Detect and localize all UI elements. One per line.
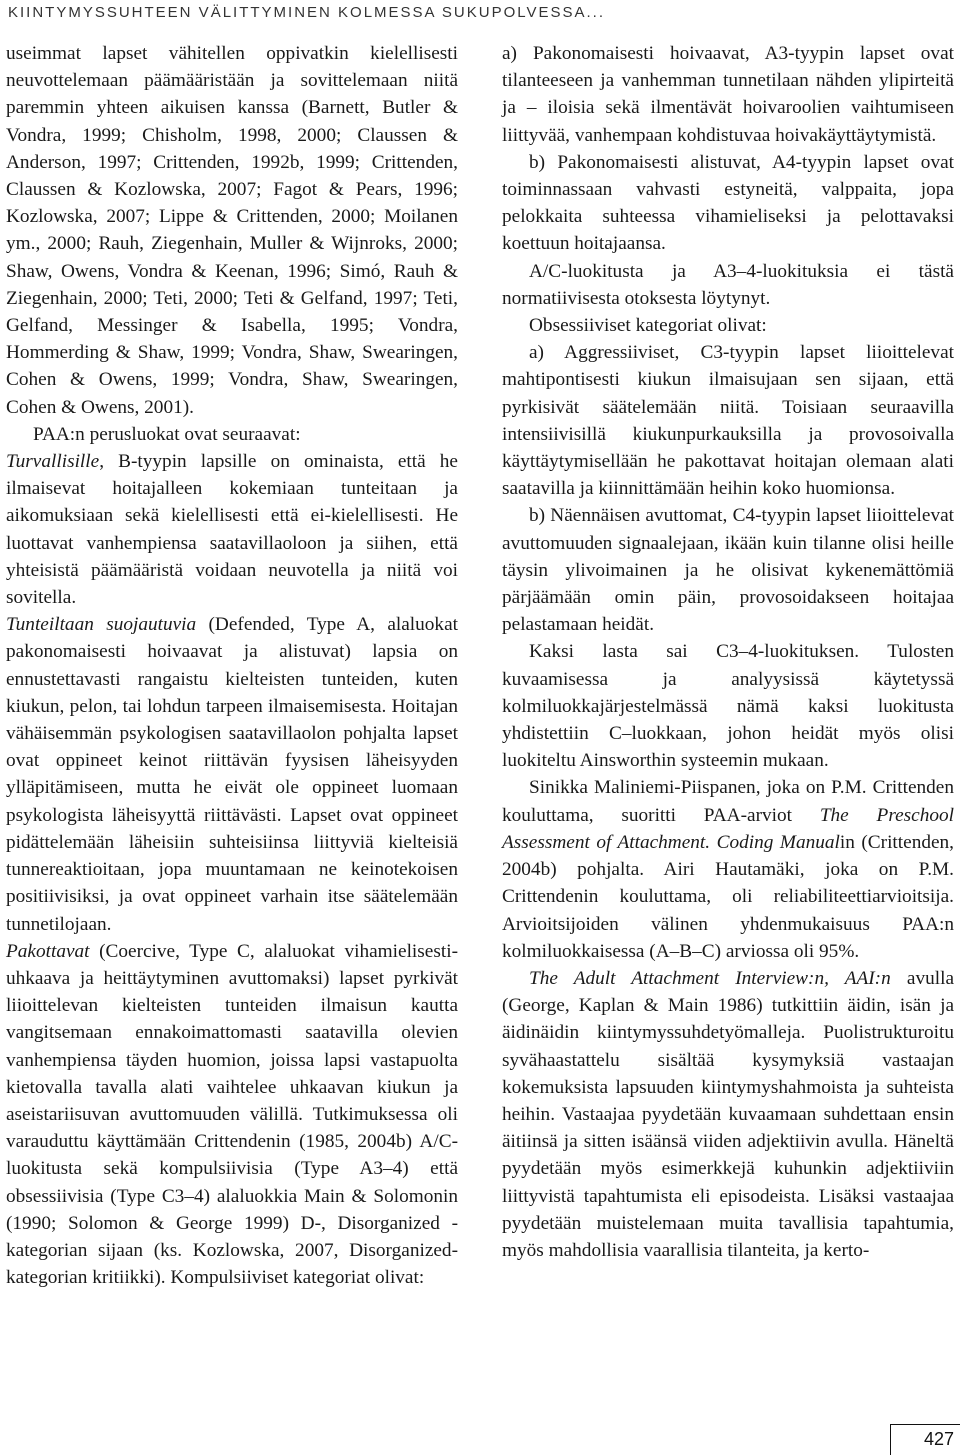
term-coercive: Pakottavat: [6, 940, 90, 962]
paragraph-text: Sinikka Maliniemi-Piispanen, joka on P.M. Crittenden kouluttama, suoritti PAA-arviot: [502, 777, 954, 826]
paragraph-text: (Defended, Type A, alaluokat pakonomaisesti hoivaavat ja alistuvat) lapsia on ennustettavasti rangaistu kielteisten tunteiden, kuten kiukun, pelon, tai lohdun tarpeen ilmaisemisesta. Hoitajan vähäisemmän psykologisen saatavillaolon pohjalta lapset ovat oppineet keinot riittävän fyysisen läheisyyden ylläpitämiseen, mutta he eivät ole oppineet luomaan psykologista läheisyyttä riittävästi. Lapset ovat oppineet pidättelemään läheisiin suhteisiinsa liittyviä kielteisiä tunnereaktioitaan, jopa muuntamaan ne keinotekoisen positiivisiksi, ja ovat oppineet varhain itse säätelemään tunnetilojaan.: [6, 614, 458, 935]
paragraph-text: (Coercive, Type C, alaluokat vihamielisesti-uhkaava ja heittäytyminen avuttomaksi) lapset pyrkivät liioittelevan kielteisten tunteiden ilmaisun kautta vangitsemaan ennakoimattomasti saatavilla olevien vanhempiensa täyden huomion, joissa lapsi vastapuolta kietovalla tavalla alati vaihtelee uhkaavan kiukun ja aseistariisuvan avuttomuuden välillä. Tutkimuksessa oli varauduttu käyttämään Crittendenin (1985, 2004b) A/C-luokitusta sekä kompulsiivisia (Type A3–4) että obsessiivisia (Type C3–4) alaluokkia Main & Solomonin (1990; Solomon & George 1999) D-, Disorganized -kategorian sijaan (ks. Kozlowska, 2007, Disorganized-kategorian kritiikki). Kompulsiiviset kategoriat olivat:: [6, 940, 458, 1289]
left-column: [6, 40, 458, 1291]
running-header: KIINTYMYSSUHTEEN VÄLITTYMINEN KOLMESSA SUKUPOLVESSA...: [8, 4, 606, 21]
right-column: [502, 40, 954, 1264]
paragraph: [502, 965, 954, 1264]
paragraph: Kaksi lasta sai C3–4-luokituksen. Tulosten kuvaamisessa ja analyysissä käytetyssä kolmiluokkajärjestelmässä nämä kaksi luokitusta yhdistettiin C–luokkaan, johon heidät myös olisi luokiteltu Ainsworthin systeemin mukaan.: [502, 641, 954, 772]
term-secure: Turvallisille: [6, 451, 100, 473]
paragraph: useimmat lapset vähitellen oppivatkin kielellisesti neuvottelemaan päämääristään ja sovittelemaan niitä paremmin yhteen aikuisen kanssa (Barnett, Butler & Vondra, 1999; Chisholm, 1998, 2000; Claussen & Anderson, 1997; Crittenden, 1992b, 1999; Crittenden, Claussen & Kozlowska, 2007; Fagot & Pears, 1996; Kozlowska, 2007; Lippe & Crittenden, 2000; Moilanen ym., 2000; Rauh, Ziegenhain, Muller & Wijnroks, 2000; Shaw, Owens, Vondra & Keenan, 1996; Simó, Rauh & Ziegenhain, 2000; Teti, 2000; Teti & Gelfand, 1997; Teti, Gelfand, Messinger & Isabella, 1995; Vondra, Hommerding & Shaw, 1999; Vondra, Shaw, Swearingen, Cohen & Owens, 1999; Vondra, Shaw, Swearingen, Cohen & Owens, 2001).: [6, 43, 458, 418]
paragraph: a) Aggressiiviset, C3-tyypin lapset liioittelevat mahtipontisesti kiukun ilmaisujaan sen sijaan, että pyrkisivät säätelemään niitä. Toisiaan seuraavilla intensiivisillä kiukunpurkauksilla ja provosoivalla käyttäytymisellään he pakottavat hoitajan olemaan alati saatavilla ja kiinnittämään heihin koko huomionsa.: [502, 342, 954, 500]
paragraph-text: avulla (George, Kaplan & Main 1986) tutkittiin äidin, isän ja äidinäidin kiintymyssuhdetyömalleja. Puolistrukturoitu syvähaastattelu sisältää kysymyksiä vastaajan kokemuksista lapsuuden kiintymyshahmoista ja suhteista heihin. Vastaajaa pyydetään kuvaamaan suhdettaan ensin äitiinsä ja sitten isäänsä viiden adjektiivin avulla. Häneltä pyydetään myös esimerkkejä kuhunkin adjektiiviin liittyvistä tapahtumista eli episodeista. Lisäksi vastaajaa pyydetään muistelemaan muita tavallisia tapahtumia, myös mahdollisia vaarallisia tilanteita, ja kerto-: [502, 967, 954, 1261]
paragraph: Obsessiiviset kategoriat olivat:: [529, 315, 767, 337]
term-defended: Tunteiltaan suojautuvia: [6, 614, 197, 636]
paragraph: [6, 448, 458, 611]
page-number: 427: [923, 1429, 954, 1449]
paragraph: a) Pakonomaisesti hoivaavat, A3-tyypin lapset ovat tilanteeseen ja vanhemman tunnetilaan nähden ylipirteitä ja – iloisia sekä ilmentävät hoivaroolien vaihtumiseen liittyvää, vanhempaan kohdistuvaa hoivakäyttäytymistä.: [502, 43, 954, 146]
paragraph: [6, 611, 458, 937]
paragraph-text: , B-tyypin lapsille on ominaista, että he ilmaisevat hoitajalleen kokemiaan tunteitaan ja aikomuksiaan sekä kielellisesti että ei-kielellisesti. He luottavat vanhempiensa saatavillaoloon ja siihen, että yhteisistä päämääristä voidaan neuvotella ja niitä voi sovitella.: [6, 451, 458, 609]
cited-title: The Adult Attachment Interview:n, AAI:n: [529, 967, 891, 989]
paragraph: b) Näennäisen avuttomat, C4-tyypin lapset liioittelevat avuttomuuden signaalejaan, ikään kuin tilanne olisi heille täysin ylivoimainen ja he olisivat kykenemättömiä pärjäämään omin päin, provosoidakseen hoitajaa pelastamaan heidät.: [502, 505, 954, 636]
paragraph: [502, 774, 954, 964]
paragraph-text: in (Crittenden, 2004b) pohjalta. Airi Hautamäki, joka on P.M. Crittendenin kouluttama, oli reliabiliteettiarvioitsija. Arvioitsijoiden välinen yhdenmukaisuus PAA:n kolmiluokkaisessa (A–B–C) arviossa oli 95%.: [502, 831, 955, 962]
paragraph: [6, 938, 458, 1292]
paragraph: b) Pakonomaisesti alistuvat, A4-tyypin lapset ovat toiminnassaan vahvasti estyneitä, valppaita, jopa pelokkaita suhteessa vihamieliseksi ja pelottavaksi koettuun hoitajaansa.: [502, 151, 954, 255]
cited-title: The Preschool Assessment of Attachment. Coding Manual: [502, 804, 954, 853]
paragraph: PAA:n perusluokat ovat seuraavat:: [33, 423, 301, 445]
paragraph: A/C-luokitusta ja A3–4-luokituksia ei tästä normatiivisesta otoksesta löytynyt.: [502, 260, 954, 309]
